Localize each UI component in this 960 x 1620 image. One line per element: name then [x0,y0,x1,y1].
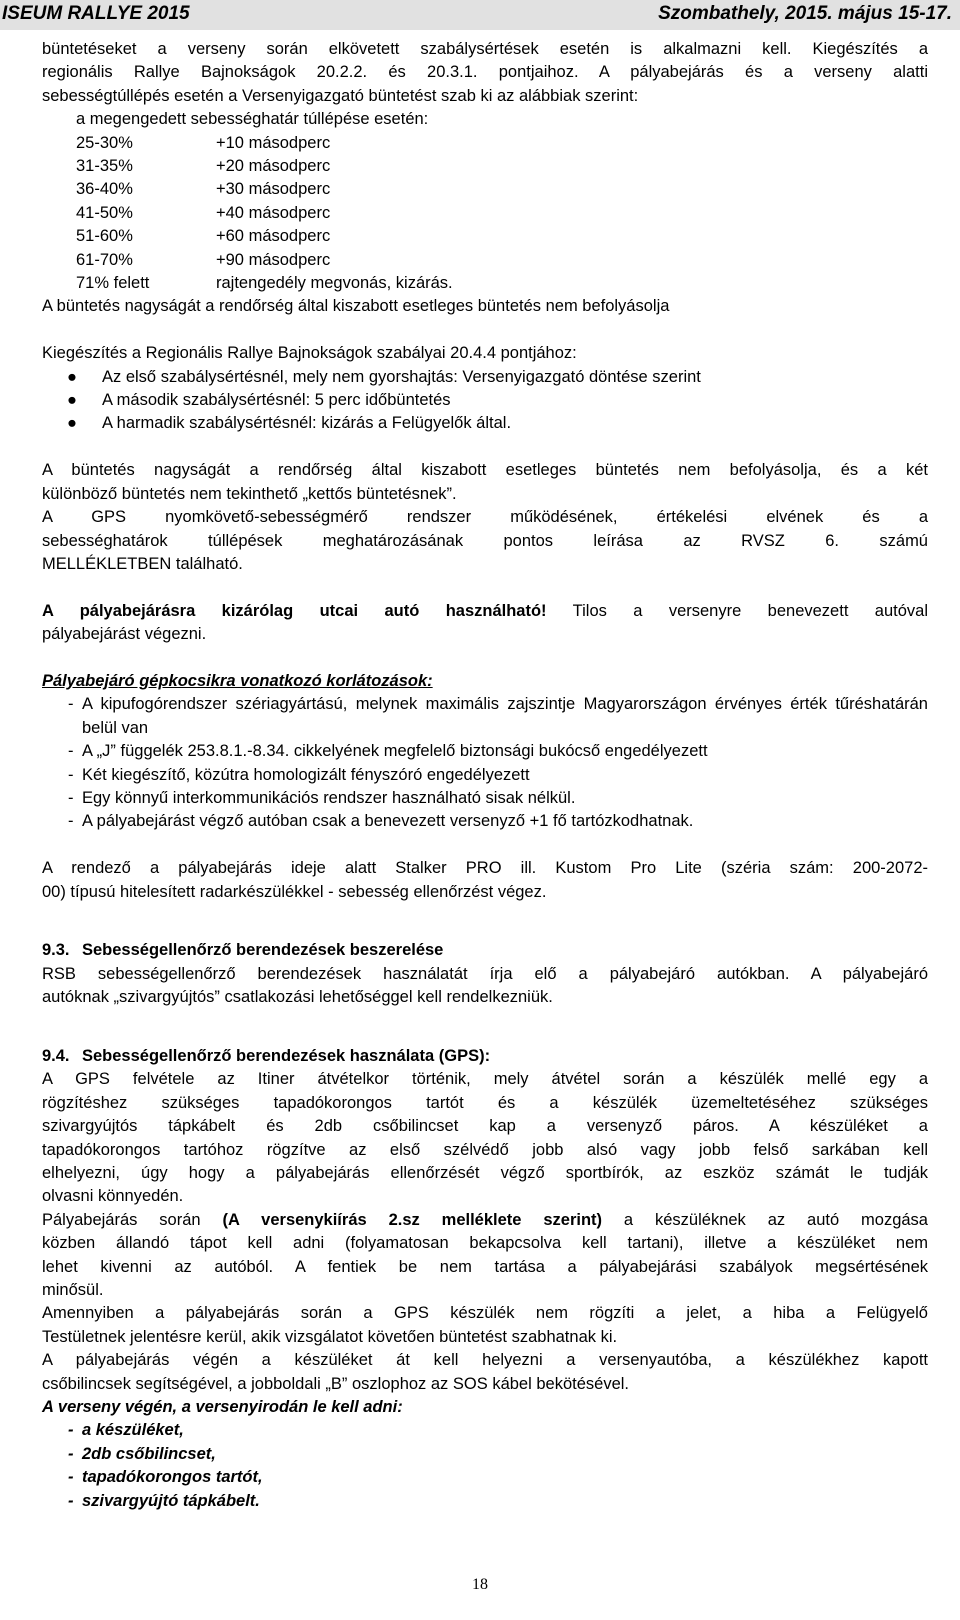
return-items-heading: A verseny végén, a versenyirodán le kell adni: [42,1398,403,1417]
speed-penalty: +60 másodperc [216,227,331,246]
section-heading-9-3: 9.3. Sebességellenőrző berendezések beszerelése [42,941,444,960]
paragraph-line: 00) típusú hitelesített radarkészülékkel - sebesség ellenőrzést végez. [42,882,547,901]
list-item: ● A második szabálysértésnél: 5 perc időbüntetés [42,389,928,412]
restrictions-heading: Pályabejáró gépkocsikra vonatkozó korlátozások: [42,671,433,690]
paragraph-line: különböző büntetés nem tekinthető „kettős büntetésnek”. [42,484,457,503]
speed-penalty: +30 másodperc [216,180,331,199]
paragraph-line: rögzítéshez szükséges tapadókorongos tartót és a készülék üzemeltetéséhez szükséges [42,1093,928,1112]
paragraph-line: A rendező a pályabejárás ideje alatt Stalker PRO ill. Kustom Pro Lite (széria szám: 200-2072- [42,859,928,878]
paragraph-line: Pályabejárás során (A versenykiírás 2.sz melléklete szerint) a készüléknek az autó mozgása [42,1210,928,1229]
street-car-rule: A pályabejárásra kizárólag utcai autó használható! Tilos a versenyre benevezett autóval [42,601,928,620]
paragraph-line: A büntetés nagyságát a rendőrség által kiszabott esetleges büntetés nem befolyásolja, és a két [42,461,928,480]
speed-penalty: +10 másodperc [216,133,331,152]
header-location-date: Szombathely, 2015. május 15-17. [658,3,952,24]
speed-penalty-row [42,272,928,295]
speed-penalty-row [42,155,928,178]
speed-penalty-row [42,249,928,272]
speed-range: 41-50% [76,203,133,222]
paragraph-line: sebességhatárok túllépések meghatározásának pontos leírása az RVSZ 6. számú [42,531,928,550]
speed-limit-intro: a megengedett sebességhatár túllépése esetén: [76,110,429,129]
speed-range: 71% felett [76,274,150,293]
list-item: - A kipufogórendszer szériagyártású, melynek maximális zajszintje Magyarországon érvényes érték tűréshatárán belül van [68,695,928,737]
paragraph-line: csőbilincsek segítségével, a jobboldali „B” oszlophoz az SOS kábel bekötésével. [42,1374,629,1393]
bullet-icon: ● [67,367,77,386]
paragraph-line: Amennyiben a pályabejárás során a GPS készülék nem rögzíti a jelet, a hiba a Felügyelő [42,1304,928,1323]
restrictions-list [42,693,928,833]
list-item: - a készüléket, [68,1421,184,1440]
speed-range: 36-40% [76,180,133,199]
list-item: - szivargyújtó tápkábelt. [68,1491,260,1510]
speed-range: 25-30% [76,133,133,152]
paragraph-line: sebességtúllépés esetén a Versenyigazgató büntetést szab ki az alábbiak szerint: [42,86,639,105]
return-items-list [42,1419,928,1513]
paragraph-line: Testületnek jelentésre kerül, akik vizsgálatot követően büntetést szabhatnak ki. [42,1327,618,1346]
paragraph-line: minősül. [42,1281,104,1300]
speed-penalty: rajtengedély megvonás, kizárás. [216,274,453,293]
paragraph-line: közben állandó tápot kell adni (folyamatosan bekapcsolva kell tartani), illetve a készüléket nem [42,1234,928,1253]
paragraph-line: RSB sebességellenőrző berendezések használatát írja elő a pályabejáró autókban. A pályabejáró [42,964,928,983]
header-event-name: ISEUM RALLYE 2015 [2,3,190,24]
page-header [0,0,960,30]
bullet-icon: ● [67,414,77,433]
document-body [42,38,928,1513]
list-item: ● A harmadik szabálysértésnél: kizárás a Felügyelők által. [42,412,928,435]
paragraph-line: MELLÉKLETBEN található. [42,554,243,573]
paragraph-line: regionális Rallye Bajnokságok 20.2.2. és 20.3.1. pontjaihoz. A pályabejárás és a verseny alatti [42,63,928,82]
bullet-icon: ● [67,391,77,410]
list-item: - tapadókorongos tartót, [68,1468,263,1487]
speed-penalty-table [42,132,928,296]
speed-penalty-row [42,225,928,248]
section-heading-9-4: 9.4. Sebességellenőrző berendezések használata (GPS): [42,1046,491,1065]
paragraph-line: A GPS nyomkövető-sebességmérő rendszer működésének, értékelési elvének és a [42,508,928,527]
speed-penalty-row [42,178,928,201]
paragraph-line: lehet kivenni az autóból. A fentiek be nem tartása a pályabejárási szabályok megsértésének [42,1257,928,1276]
paragraph-line: tapadókorongos tartóhoz rögzítve az első szélvédő jobb alsó vagy jobb felső sarkában kell [42,1140,928,1159]
paragraph-line: pályabejárást végezni. [42,625,207,644]
paragraph-line: büntetéseket a verseny során elkövetett szabálysértések esetén is alkalmazni kell. Kiegészítés a [42,40,928,58]
police-note: A büntetés nagyságát a rendőrség által kiszabott esetleges büntetés nem befolyásolja [42,297,670,316]
paragraph-line: elhelyezni, úgy hogy a pályabejárás ellenőrzését végző sportbírók, az eszköz számát le tudják [42,1163,928,1182]
paragraph-line: autóknak „szivargyújtós” csatlakozási lehetőséggel kell rendelkezniük. [42,988,553,1007]
paragraph-line: szivargyújtós tápkábelt és 2db csőbilincset kap a versenyző páros. A készüléket a [42,1117,928,1136]
violation-bullet-list [42,366,928,436]
speed-penalty: +20 másodperc [216,157,331,176]
list-item: - Egy könnyű interkommunikációs rendszer használható sisak nélkül. [68,788,576,807]
speed-range: 61-70% [76,250,133,269]
regional-rules-intro: Kiegészítés a Regionális Rallye Bajnokságok szabályai 20.4.4 pontjához: [42,344,577,363]
page-number: 18 [472,1576,488,1593]
list-item: - Két kiegészítő, közútra homologizált fényszóró engedélyezett [68,765,530,784]
speed-range: 51-60% [76,227,133,246]
speed-penalty: +90 másodperc [216,250,331,269]
speed-penalty: +40 másodperc [216,203,331,222]
paragraph-line: olvasni könnyedén. [42,1187,184,1206]
list-item: - 2db csőbilincset, [68,1444,216,1463]
paragraph-line: A GPS felvétele az Itiner átvételkor történik, mely átvétel során a készülék mellé egy a [42,1070,928,1089]
list-item: - A „J” függelék 253.8.1.-8.34. cikkelyének megfelelő biztonsági bukócső engedélyezett [68,742,708,761]
paragraph-line: A pályabejárás végén a készüléket át kell helyezni a versenyautóba, a készülékhez kapott [42,1351,928,1370]
speed-range: 31-35% [76,157,133,176]
list-item: - A pályabejárást végző autóban csak a benevezett versenyző +1 fő tartózkodhatnak. [68,812,694,831]
speed-penalty-row [42,202,928,225]
list-item: ● Az első szabálysértésnél, mely nem gyorshajtás: Versenyigazgató döntése szerint [42,366,928,389]
speed-penalty-row [42,132,928,155]
